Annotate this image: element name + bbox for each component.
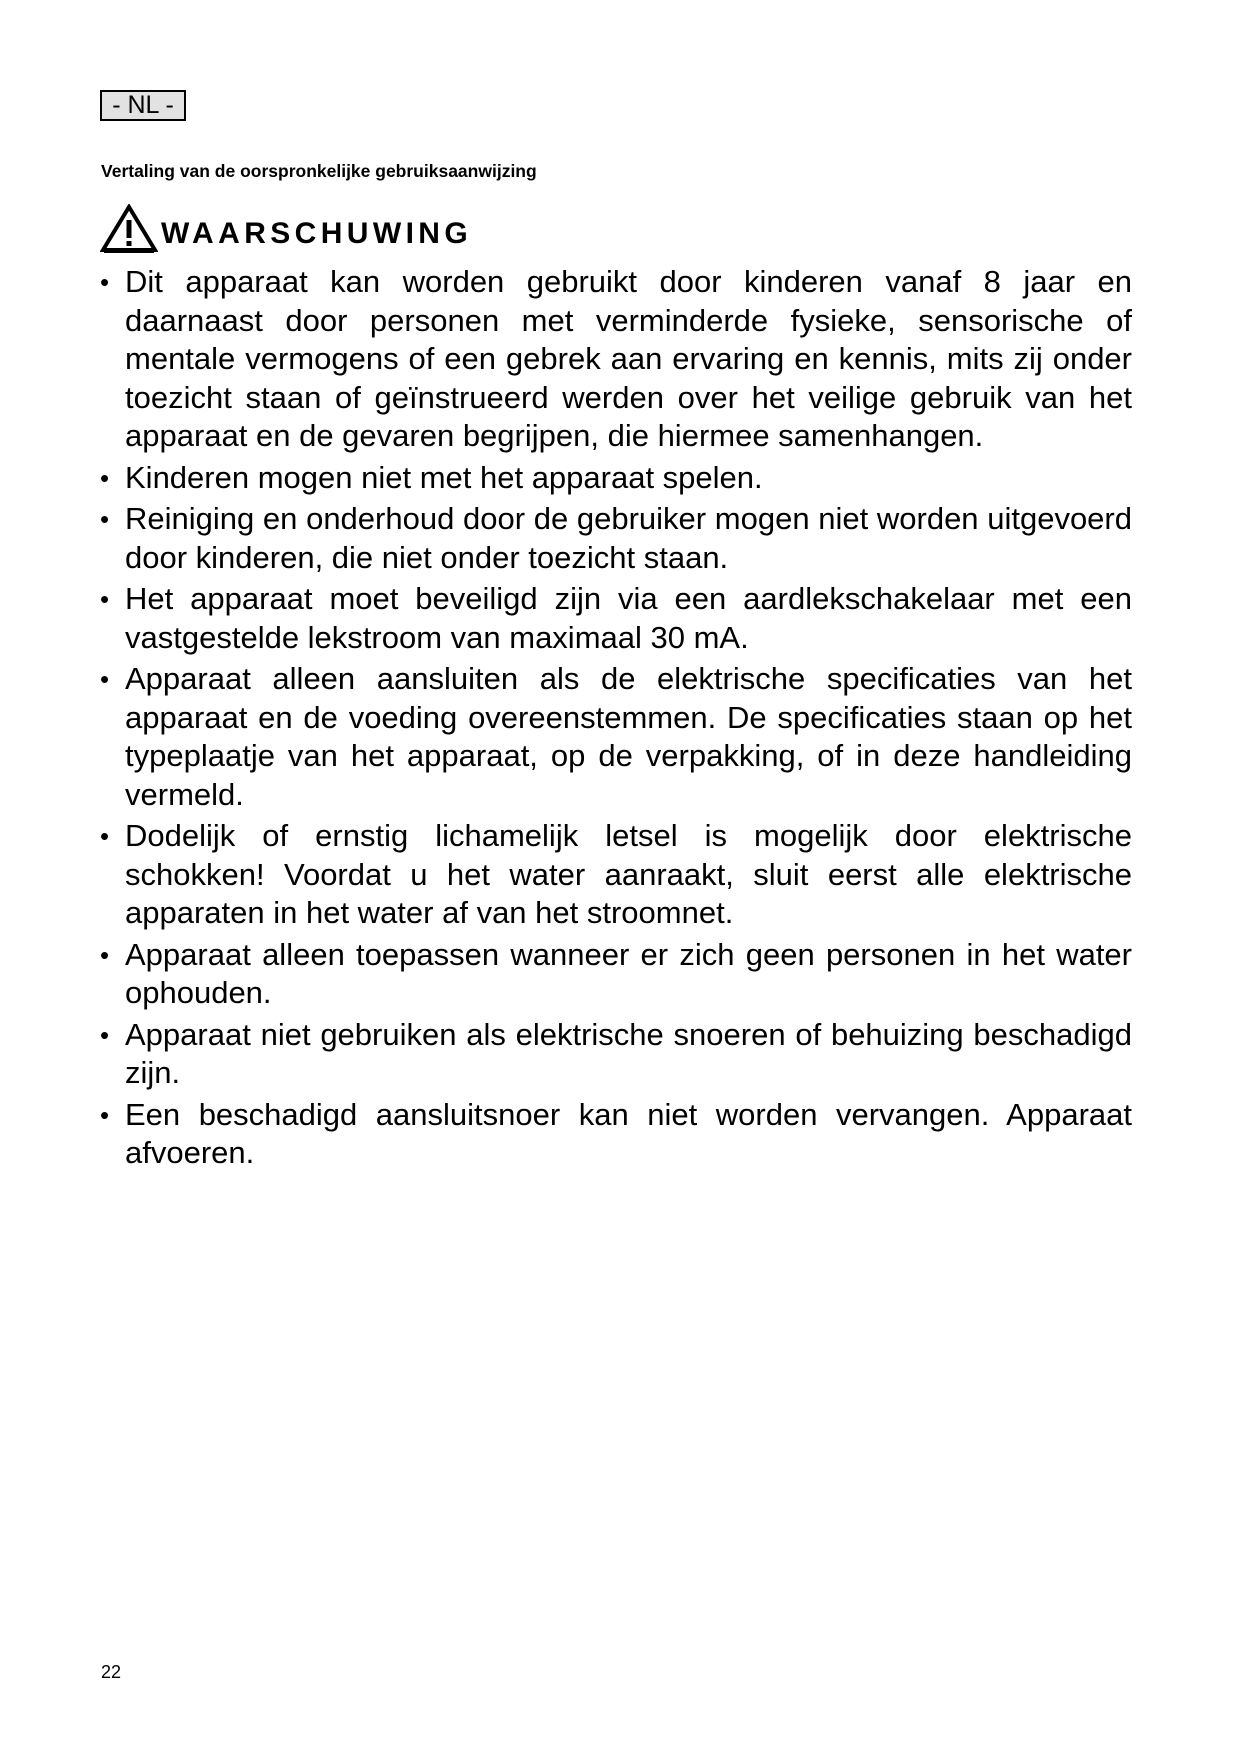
bullet: •: [100, 821, 110, 851]
warning-triangle-icon: [100, 204, 158, 254]
bullet: •: [100, 939, 110, 970]
list-item: [100, 936, 1132, 1013]
list-item: [100, 263, 1132, 456]
warning-item-text: Kinderen mogen niet met het apparaat spelen.: [125, 459, 763, 495]
warning-item-text: Reiniging en onderhoud door de gebruiker mogen niet worden uitgevoerd door kinderen, die niet onder toezicht staan.: [125, 501, 1132, 575]
warning-item-text: Dit apparaat kan worden gebruikt door kinderen vanaf 8 jaar en daarnaast door personen met verminderde fysieke, sensorische of mentale vermogens of een gebrek aan ervaring en kennis, mits zij onder toezicht staan of geïnstrueerd werden over het veilige gebruik van het apparaat en de gevaren begrijpen, die hiermee samenhangen.: [125, 264, 1132, 453]
warning-item-text: Apparaat alleen toepassen wanneer er zich geen personen in het water ophouden.: [125, 936, 1132, 1010]
language-badge: - NL -: [100, 90, 186, 121]
bullet: •: [100, 1019, 110, 1050]
warning-item-text: Apparaat alleen aansluiten als de elektrische specificaties van het apparaat en de voeding overeenstemmen. De specificaties staan op het typeplaatje van het apparaat, op de verpakking, of in deze handleiding vermeld.: [125, 661, 1132, 812]
bullet: •: [100, 504, 110, 534]
list-item: [100, 1016, 1132, 1093]
bullet: •: [100, 664, 110, 694]
warning-item-text: Apparaat niet gebruiken als elektrische snoeren of behuizing beschadigd zijn.: [125, 1016, 1132, 1090]
bullet: •: [100, 462, 110, 493]
list-item: [100, 817, 1132, 933]
bullet: •: [100, 1099, 110, 1130]
warning-heading: [100, 204, 472, 254]
bullet: •: [100, 584, 110, 614]
document-subtitle: Vertaling van de oorspronkelijke gebruiksaanwijzing: [101, 161, 537, 181]
bullet: •: [100, 267, 110, 297]
warning-item-text: Een beschadigd aansluitsnoer kan niet worden vervangen. Apparaat afvoeren.: [125, 1096, 1132, 1170]
page-number: 22: [101, 1662, 122, 1682]
warning-item-text: Dodelijk of ernstig lichamelijk letsel is mogelijk door elektrische schokken! Voordat u het water aanraakt, sluit eerst alle elektrische apparaten in het water af van het stroomnet.: [125, 818, 1132, 930]
list-item: [100, 1096, 1132, 1173]
warning-item-text: Het apparaat moet beveiligd zijn via een aardlekschakelaar met een vastgestelde lekstroom van maximaal 30 mA.: [125, 581, 1132, 655]
warning-list: [100, 263, 1132, 1176]
warning-title: WAARSCHUWING: [161, 216, 473, 250]
list-item: [100, 580, 1132, 657]
list-item: [100, 500, 1132, 577]
list-item: [100, 459, 1132, 498]
list-item: [100, 660, 1132, 814]
